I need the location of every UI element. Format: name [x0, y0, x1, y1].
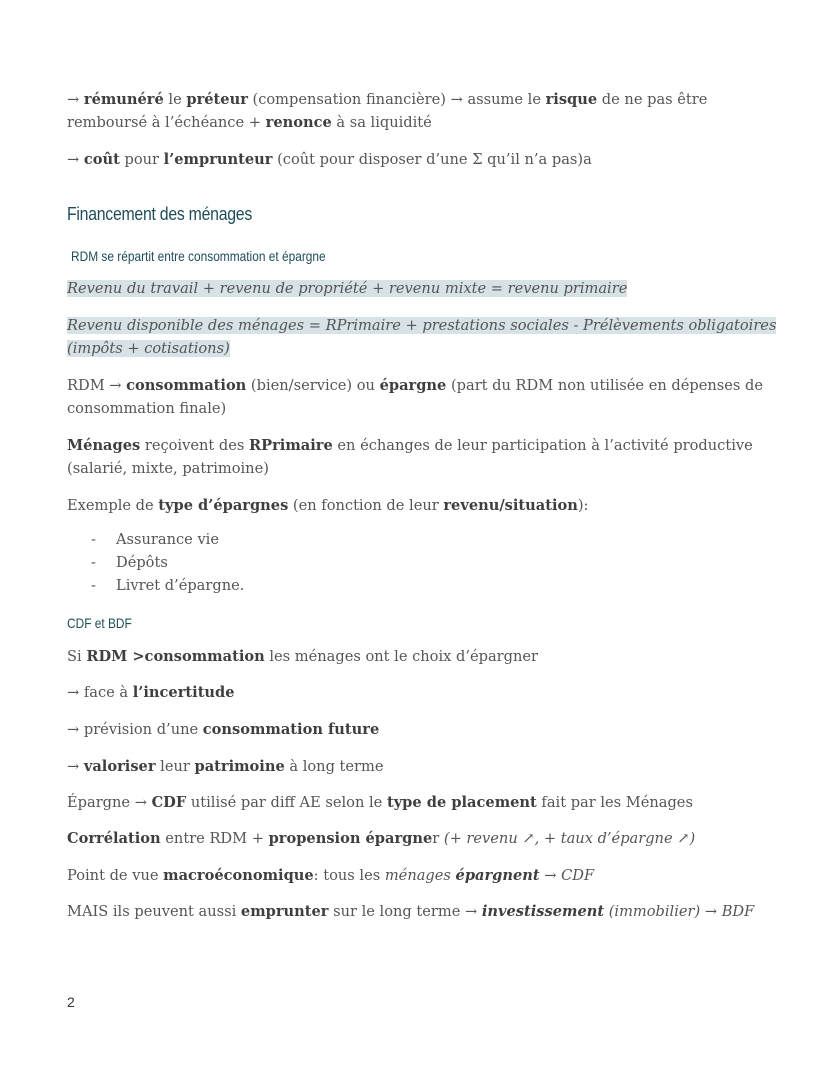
- cdf-line-1: Si RDM >consommation les ménages ont le choix d’épargner: [67, 648, 538, 665]
- rdm-line-2: consommation finale): [67, 400, 227, 417]
- section-title: Financement des ménages: [67, 204, 253, 224]
- formula-revenu-disponible-cont: (impôts + cotisations): [67, 340, 230, 357]
- intro-line-1: → rémunéré le préteur (compensation financière) → assume le risque de ne pas être: [67, 91, 708, 108]
- intro-line-2: remboursé à l’échéance + renonce à sa liquidité: [67, 114, 432, 131]
- page-number: 2: [67, 994, 75, 1010]
- cdf-line-4: → valoriser leur patrimoine à long terme: [67, 758, 384, 775]
- menages-line-1: Ménages reçoivent des RPrimaire en échanges de leur participation à l’activité productive: [67, 437, 753, 454]
- section-subtitle: RDM se répartit entre consommation et épargne: [71, 248, 326, 264]
- list-dash: -: [91, 554, 96, 571]
- cdf-line-5: Épargne → CDF utilisé par diff AE selon le type de placement fait par les Ménages: [67, 794, 693, 811]
- intro-line-3: → coût pour l’emprunteur (coût pour disposer d’une Σ qu’il n’a pas)a: [67, 151, 592, 168]
- cdf-line-7: Point de vue macroéconomique: tous les ménages épargnent → CDF: [67, 867, 595, 884]
- rdm-line-1: RDM → consommation (bien/service) ou épargne (part du RDM non utilisée en dépenses de: [67, 377, 763, 394]
- formula-revenu-primaire: Revenu du travail + revenu de propriété + revenu mixte = revenu primaire: [67, 280, 628, 297]
- cdf-line-3: → prévision d’une consommation future: [67, 721, 380, 738]
- list-dash: -: [91, 531, 96, 548]
- menages-line-2: (salarié, mixte, patrimoine): [67, 460, 269, 477]
- cdf-bdf-heading: CDF et BDF: [67, 615, 132, 631]
- cdf-line-2: → face à l’incertitude: [67, 684, 235, 701]
- formula-revenu-disponible: Revenu disponible des ménages = RPrimaire + prestations sociales - Prélèvements obligatoires: [67, 317, 777, 334]
- exemple-line: Exemple de type d’épargnes (en fonction de leur revenu/situation):: [67, 497, 589, 514]
- cdf-line-6: Corrélation entre RDM + propension épargner (+ revenu ↗, + taux d’épargne ↗): [67, 830, 696, 847]
- list-item: Assurance vie: [116, 531, 219, 548]
- list-item: Dépôts: [116, 554, 168, 571]
- list-dash: -: [91, 577, 96, 594]
- cdf-line-8: MAIS ils peuvent aussi emprunter sur le long terme → investissement (immobilier) → BDF: [67, 903, 755, 920]
- list-item: Livret d’épargne.: [116, 577, 245, 594]
